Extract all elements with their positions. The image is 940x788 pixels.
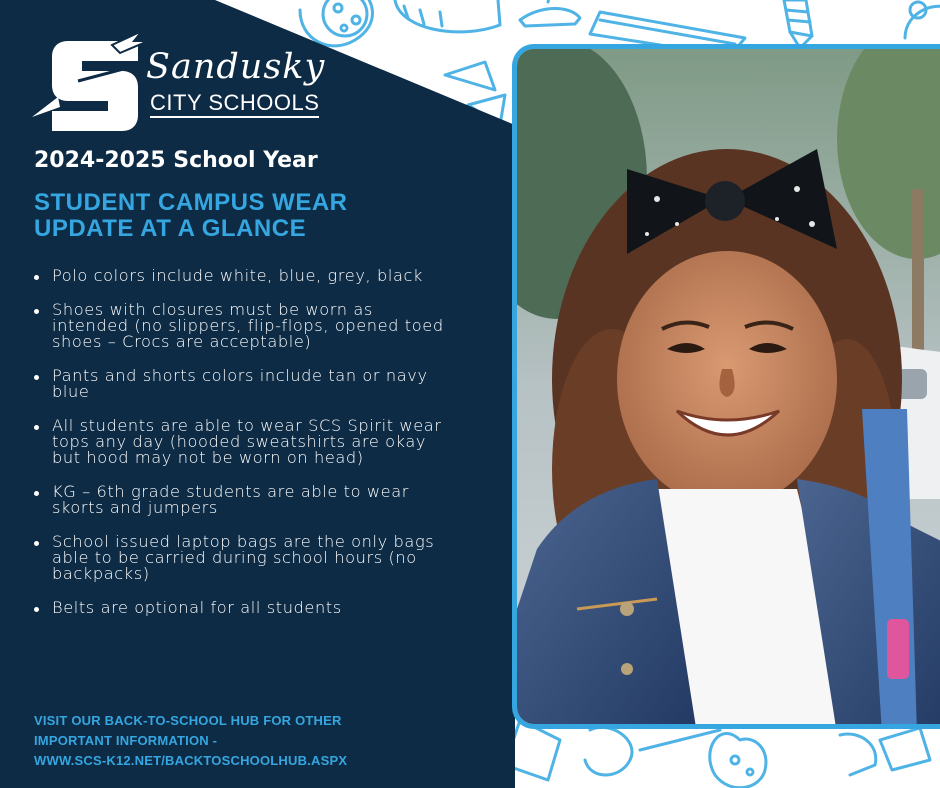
footer-url[interactable]: WWW.SCS-K12.NET/BACKTOSCHOOLHUB.ASPX bbox=[34, 753, 348, 768]
list-item: Belts are optional for all students bbox=[32, 600, 452, 616]
dress-code-list bbox=[32, 268, 452, 634]
footer-line-2: IMPORTANT INFORMATION - bbox=[34, 733, 218, 748]
list-item: School issued laptop bags are the only bags able to be carried during school hours (no backpacks) bbox=[32, 534, 452, 582]
list-item: All students are able to wear SCS Spirit wear tops any day (hooded sweatshirts are okay but hood may not be worn on head) bbox=[32, 418, 452, 466]
brand-wordmark bbox=[30, 32, 350, 142]
brand-subtitle: CITY SCHOOLS bbox=[150, 92, 319, 118]
student-photo-frame bbox=[512, 44, 940, 729]
list-item: Pants and shorts colors include tan or navy blue bbox=[32, 368, 452, 400]
headline bbox=[34, 190, 348, 242]
list-item: Shoes with closures must be worn as intended (no slippers, flip-flops, opened toed shoes – Crocs are acceptable) bbox=[32, 302, 452, 350]
headline-line-2: UPDATE AT A GLANCE bbox=[34, 215, 307, 242]
list-item: KG – 6th grade students are able to wear skorts and jumpers bbox=[32, 484, 452, 516]
footer-note bbox=[34, 711, 347, 771]
list-item: Polo colors include white, blue, grey, black bbox=[32, 268, 452, 284]
headline-line-1: STUDENT CAMPUS WEAR bbox=[34, 189, 348, 216]
brand-name: Sandusky bbox=[146, 47, 326, 87]
footer-line-1: VISIT OUR BACK-TO-SCHOOL HUB FOR OTHER bbox=[34, 713, 342, 728]
student-photo bbox=[517, 49, 940, 729]
school-year-heading: 2024-2025 School Year bbox=[34, 148, 318, 173]
